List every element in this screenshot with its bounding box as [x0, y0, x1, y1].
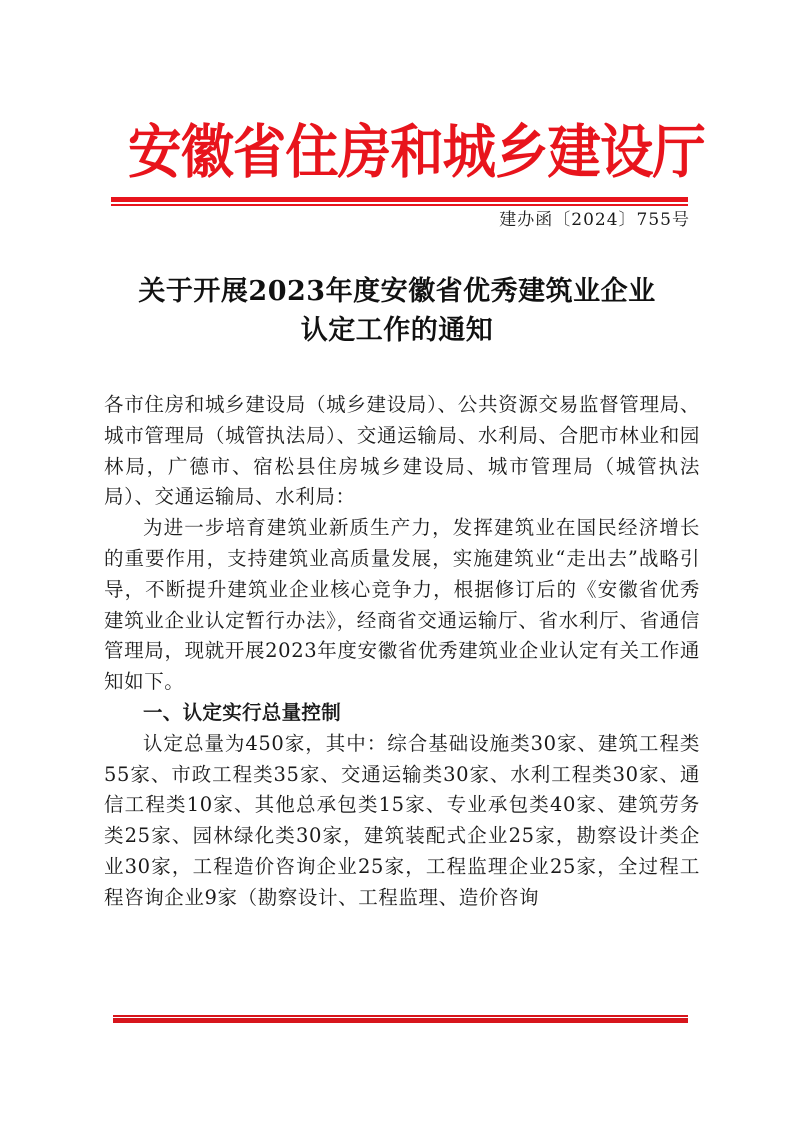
section-heading-1: 一、认定实行总量控制 — [143, 700, 342, 724]
notice-title-line1: 关于开展2023年度安徽省优秀建筑业企业 — [138, 276, 656, 307]
quota-paragraph: 认定总量为450家，其中：综合基础设施类30家、建筑工程类55家、市政工程类35家、交通运输类30家、水利工程类30家、通信工程类10家、其他总承包类15家、专业承包类40家、建筑劳务类25家、园林绿化类30家，建筑装配式企业25家，勘察设计类企业30家，工程造价咨询企业25家，工程监理企业25家，全过程工程咨询企业9家（勘察设计、工程监理、造价咨询 — [104, 731, 700, 909]
footer-rule-thick — [113, 1018, 688, 1023]
notice-title-line2: 认定工作的通知 — [300, 315, 494, 346]
masthead-rule-thick — [111, 197, 688, 202]
notice-body — [104, 390, 700, 914]
intro-paragraph: 为进一步培育建筑业新质生产力，发挥建筑业在国民经济增长的重要作用，支持建筑业高质量发展，实施建筑业“走出去”战略引导，不断提升建筑业企业核心竞争力，根据修订后的《安徽省优秀建筑业企业认定暂行办法》，经商省交通运输厅、省水利厅、省通信管理局，现就开展2023年度安徽省优秀建筑业企业认定有关工作通知如下。 — [104, 516, 700, 694]
addressees-paragraph: 各市住房和城乡建设局（城乡建设局）、公共资源交易监督管理局、城市管理局（城管执法局）、交通运输局、水利局、合肥市林业和园林局，广德市、宿松县住房城乡建设局、城市管理局（城管执法局）、交通运输局、水利局： — [104, 393, 700, 509]
footer-rule-thin — [113, 1015, 688, 1017]
agency-masthead: 安徽省住房和城乡建设厅 — [128, 118, 705, 186]
document-number: 建办函〔2024〕755号 — [499, 210, 690, 230]
